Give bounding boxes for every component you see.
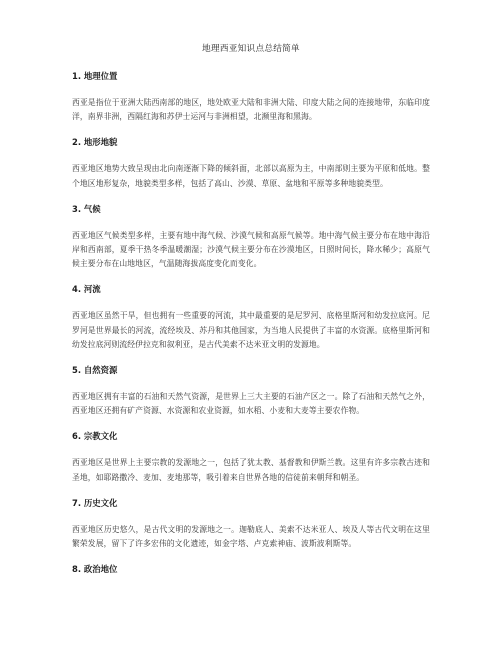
section-paragraph: 西亚地区地势大致呈现由北向南逐渐下降的倾斜面，北部以高原为主，中南部则主要为平原和低地。整个地区地形复杂，地貌类型多样，包括了高山、沙漠、草原、盆地和平原等多种地貌类型。 bbox=[72, 164, 430, 188]
section-heading: 7. 历史文化 bbox=[72, 497, 118, 508]
section-religion bbox=[72, 430, 430, 484]
section-politics bbox=[72, 563, 430, 576]
section-climate bbox=[72, 203, 430, 272]
section-resources bbox=[72, 364, 430, 418]
section-location bbox=[72, 70, 430, 124]
section-paragraph: 西亚地区是世界上主要宗教的发源地之一，包括了犹太教、基督教和伊斯兰教。这里有许多宗教古迹和圣地，如耶路撒冷、麦加、麦地那等，吸引着来自世界各地的信徒前来朝拜和朝圣。 bbox=[72, 458, 430, 482]
section-heading: 5. 自然资源 bbox=[72, 365, 118, 376]
document-body bbox=[72, 70, 430, 589]
section-paragraph: 西亚地区虽然干旱，但也拥有一些重要的河流，其中最重要的是尼罗河、底格里斯河和幼发拉底河。尼罗河是世界最长的河流，流经埃及、苏丹和其他国家，为当地人民提供了丰富的水资源。底格里斯河和幼发拉底河则流经伊拉克和叙利亚，是古代美索不达米亚文明的发源地。 bbox=[72, 311, 430, 349]
document-title: 地理西亚知识点总结简单 bbox=[202, 44, 300, 54]
section-terrain bbox=[72, 136, 430, 190]
section-paragraph: 西亚是指位于亚洲大陆西南部的地区，地处欧亚大陆和非洲大陆、印度大陆之间的连接地带，东临印度洋，南界非洲，西隔红海和苏伊士运河与非洲相望，北濒里海和黑海。 bbox=[72, 98, 430, 122]
section-paragraph: 西亚地区气候类型多样，主要有地中海气候、沙漠气候和高原气候等。地中海气候主要分布在地中海沿岸和西南部，夏季干热冬季温暖潮湿；沙漠气候主要分布在沙漠地区，日照时间长，降水稀少；高原气候主要分布在山地地区，气温随海拔高度变化而变化。 bbox=[72, 230, 430, 269]
section-heading: 4. 河流 bbox=[72, 284, 101, 295]
section-history bbox=[72, 497, 430, 551]
section-rivers bbox=[72, 283, 430, 352]
section-heading: 8. 政治地位 bbox=[72, 564, 118, 575]
section-heading: 1. 地理位置 bbox=[72, 71, 118, 81]
section-heading: 3. 气候 bbox=[72, 203, 101, 214]
section-paragraph: 西亚地区拥有丰富的石油和天然气资源，是世界上三大主要的石油产区之一。除了石油和天然气之外，西亚地区还拥有矿产资源、水资源和农业资源，如水稻、小麦和大麦等主要农作物。 bbox=[72, 392, 430, 416]
section-paragraph: 西亚地区历史悠久，是古代文明的发源地之一。迦勒底人、美索不达米亚人、埃及人等古代文明在这里繁荣发展，留下了许多宏伟的文化遗迹，如金字塔、卢克索神庙、波斯波利斯等。 bbox=[72, 524, 430, 549]
section-heading: 6. 宗教文化 bbox=[72, 431, 118, 442]
section-heading: 2. 地形地貌 bbox=[72, 137, 118, 148]
